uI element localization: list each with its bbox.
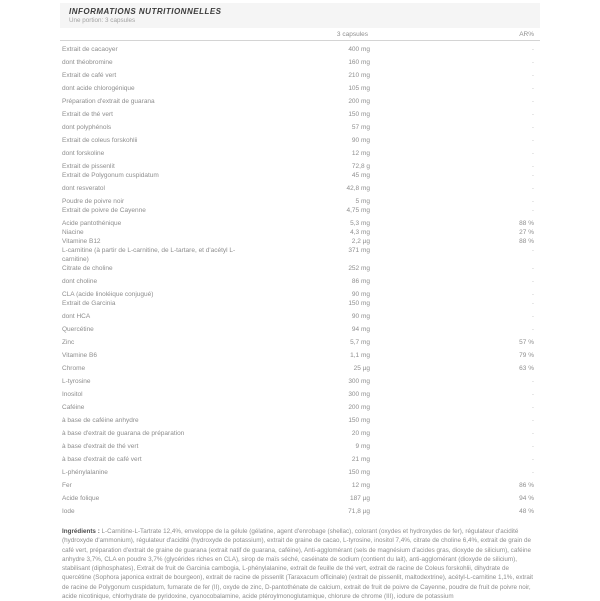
nutrient-amount: 57 mg bbox=[351, 124, 370, 131]
nutrition-content bbox=[60, 3, 540, 601]
table-row-group bbox=[60, 45, 540, 54]
nutrient-amount: 94 mg bbox=[351, 326, 370, 333]
nutrient-ar-percent: 88 % bbox=[519, 238, 534, 245]
table-row-group bbox=[60, 149, 540, 158]
table-row bbox=[60, 338, 540, 347]
nutrient-label: Extrait de coleus forskohlii bbox=[62, 137, 138, 144]
table-row bbox=[60, 97, 540, 106]
nutrient-label: Inositol bbox=[62, 391, 83, 398]
nutrient-label: Extrait de pissenlit bbox=[62, 163, 115, 170]
nutrient-ar-percent: 27 % bbox=[519, 229, 534, 236]
nutrient-label: Extrait de poivre de Cayenne bbox=[62, 207, 146, 214]
table-row bbox=[60, 299, 540, 308]
table-row bbox=[60, 219, 540, 228]
nutrient-amount: 150 mg bbox=[348, 417, 370, 424]
nutrient-ar-percent: 57 % bbox=[519, 339, 534, 346]
table-row bbox=[60, 403, 540, 412]
nutrient-amount: 300 mg bbox=[348, 378, 370, 385]
table-row bbox=[60, 162, 540, 171]
nutrient-ar-percent: - bbox=[531, 111, 534, 118]
nutrient-label: Préparation d'extrait de guarana bbox=[62, 98, 155, 105]
table-row bbox=[60, 351, 540, 360]
table-row bbox=[60, 429, 540, 438]
nutrient-label: Extrait de thé vert bbox=[62, 111, 113, 118]
nutrient-label: Vitamine B6 bbox=[62, 352, 97, 359]
table-row-group bbox=[60, 494, 540, 503]
nutrient-ar-percent: - bbox=[531, 137, 534, 144]
nutrient-label: dont forskoline bbox=[62, 150, 105, 157]
nutrient-amount: 150 mg bbox=[348, 111, 370, 118]
nutrient-ar-percent: - bbox=[531, 443, 534, 450]
nutrient-amount: 9 mg bbox=[355, 443, 370, 450]
nutrient-amount: 200 mg bbox=[348, 404, 370, 411]
table-row-group bbox=[60, 442, 540, 451]
table-row bbox=[60, 228, 540, 237]
table-column-headers bbox=[60, 28, 540, 41]
nutrient-label: Fer bbox=[62, 482, 72, 489]
ingredients-text: L-Carnitine-L-Tartrate 12,4%, enveloppe de la gélule (gélatine, agent d'enrobage (shellac), colorant (oxydes et hydroxydes de fer), régulateur d'acidité (hydroxyde d'ammonium), régulateur d'acidité (hydroxyde de potassium), extrait de graine de cacao, L-tyrosine, inositol 7,4%, citrate de choline 6,4%, extrait de grain de café vert, préparation d'extrait de graine de guarana (extrait natif de guarana, caféine), Anti-agglomérant (sels de magnésium d'acides gras, dioxyde de silicium), caféine anhydre 3,7%, CLA en poudre 3,7% (glycérides riches en CLA), sirop de maïs séché, caséinate de sodium (contient du lait), anti-agglomérant (dioxyde de silicium), stabilisant (diphosphates), Extrait de fruit de Garcinia cambogia, L-phénylalanine, extrait de feuille de thé vert, extrait de racine de Coleus forskohlii, dihydrate de quercétine (Sophora japonica extrait de bourgeon), extrait de racine de pissenlit (Taraxacum officinale) (extrait de pissenlit, maltodextrine), acétyl-L-carnitine 1,1%, extrait de racine de Polygonum cuspidatum, fumarate de fer (II), oxyde de zinc, D-pantothénate de calcium, extrait de fruit de poivre de Cayenne, poudre de fruit de poivre noir, acide nicotinique, chlorhydrate de pyridoxine, cyanocobalamine, acide ptéroylmonoglutamique, chlorure de chrome (III), iodure de potassium bbox=[62, 528, 533, 601]
nutrient-ar-percent: - bbox=[531, 469, 534, 476]
nutrient-label: Acide pantothénique bbox=[62, 220, 122, 227]
nutrient-label: dont théobromine bbox=[62, 59, 113, 66]
nutrient-label: dont HCA bbox=[62, 313, 91, 320]
nutrient-amount: 12 mg bbox=[351, 150, 370, 157]
nutrient-label: Poudre de poivre noir bbox=[62, 198, 125, 205]
table-row bbox=[60, 84, 540, 93]
nutrient-label: Zinc bbox=[62, 339, 75, 346]
nutrient-ar-percent: 79 % bbox=[519, 352, 534, 359]
nutrient-label: à base d'extrait de café vert bbox=[62, 456, 142, 463]
nutrient-amount: 12 mg bbox=[351, 482, 370, 489]
nutrient-amount: 71,8 µg bbox=[348, 508, 370, 515]
table-row bbox=[60, 45, 540, 54]
nutrient-amount: 25 µg bbox=[353, 365, 370, 372]
column-header-spacer bbox=[60, 30, 235, 39]
nutrient-label: dont choline bbox=[62, 278, 98, 285]
table-row-group bbox=[60, 123, 540, 132]
table-row-group bbox=[60, 468, 540, 477]
table-row-group bbox=[60, 481, 540, 490]
nutrient-ar-percent: - bbox=[531, 198, 534, 205]
nutrient-label: Extrait de Polygonum cuspidatum bbox=[62, 172, 159, 179]
table-row bbox=[60, 184, 540, 193]
nutrient-amount: 45 mg bbox=[351, 172, 370, 179]
nutrient-ar-percent: - bbox=[531, 300, 534, 307]
table-row-group bbox=[60, 197, 540, 215]
table-row bbox=[60, 312, 540, 321]
nutrient-label: Extrait de cacaoyer bbox=[62, 46, 118, 53]
nutrient-amount: 4,75 mg bbox=[346, 207, 370, 214]
nutrient-ar-percent: - bbox=[531, 124, 534, 131]
nutrient-amount: 4,3 mg bbox=[350, 229, 370, 236]
table-row-group bbox=[60, 429, 540, 438]
nutrient-ar-percent: - bbox=[531, 278, 534, 285]
nutrient-ar-percent: - bbox=[531, 85, 534, 92]
nutrient-amount: 150 mg bbox=[348, 469, 370, 476]
table-row bbox=[60, 206, 540, 215]
nutrient-label: à base de caféine anhydre bbox=[62, 417, 139, 424]
table-row bbox=[60, 442, 540, 451]
nutrient-amount: 86 mg bbox=[351, 278, 370, 285]
nutrient-ar-percent: - bbox=[531, 313, 534, 320]
table-row bbox=[60, 468, 540, 477]
nutrient-amount: 42,8 mg bbox=[346, 185, 370, 192]
table-row-group bbox=[60, 455, 540, 464]
nutrient-ar-percent: - bbox=[531, 72, 534, 79]
nutrient-label: Extrait de café vert bbox=[62, 72, 117, 79]
nutrient-ar-percent: - bbox=[531, 326, 534, 333]
nutrition-header-band bbox=[60, 3, 540, 28]
nutrient-label: Niacine bbox=[62, 229, 84, 236]
nutrient-ar-percent: - bbox=[531, 265, 534, 272]
table-row bbox=[60, 110, 540, 119]
table-row bbox=[60, 136, 540, 145]
table-row bbox=[60, 494, 540, 503]
nutrient-label: dont polyphénols bbox=[62, 124, 112, 131]
table-row bbox=[60, 149, 540, 158]
nutrient-ar-percent: 94 % bbox=[519, 495, 534, 502]
nutrient-amount: 90 mg bbox=[351, 137, 370, 144]
nutrient-label: dont resveratol bbox=[62, 185, 105, 192]
nutrient-label: Quercétine bbox=[62, 326, 94, 333]
table-row bbox=[60, 197, 540, 206]
table-row bbox=[60, 377, 540, 386]
nutrient-amount: 300 mg bbox=[348, 391, 370, 398]
table-row bbox=[60, 455, 540, 464]
table-row bbox=[60, 290, 540, 299]
table-row bbox=[60, 390, 540, 399]
nutrient-ar-percent: - bbox=[531, 150, 534, 157]
table-row-group bbox=[60, 377, 540, 386]
nutrient-label: CLA (acide linoléique conjugué) bbox=[62, 291, 154, 298]
nutrient-amount: 160 mg bbox=[348, 59, 370, 66]
table-row-group bbox=[60, 364, 540, 373]
nutrient-amount: 21 mg bbox=[351, 456, 370, 463]
nutrient-amount: 72,8 g bbox=[351, 163, 370, 170]
nutrient-amount: 90 mg bbox=[351, 291, 370, 298]
nutrient-amount: 200 mg bbox=[348, 98, 370, 105]
table-row-group bbox=[60, 219, 540, 273]
ingredients-paragraph bbox=[60, 527, 540, 601]
nutrient-label: Citrate de choline bbox=[62, 265, 113, 272]
nutrient-ar-percent: - bbox=[531, 163, 534, 170]
nutrient-label: L-phénylalanine bbox=[62, 469, 108, 476]
nutrient-amount: 90 mg bbox=[351, 313, 370, 320]
nutrient-ar-percent: - bbox=[531, 247, 534, 254]
table-row-group bbox=[60, 136, 540, 145]
nutrient-amount: 20 mg bbox=[351, 430, 370, 437]
table-row-group bbox=[60, 351, 540, 360]
table-row-group bbox=[60, 390, 540, 399]
nutrient-ar-percent: - bbox=[531, 378, 534, 385]
nutrient-label: Caféine bbox=[62, 404, 85, 411]
nutrient-ar-percent: 63 % bbox=[519, 365, 534, 372]
table-row-group bbox=[60, 97, 540, 106]
nutrient-label: dont acide chlorogénique bbox=[62, 85, 135, 92]
table-row-group bbox=[60, 325, 540, 334]
nutrient-ar-percent: 48 % bbox=[519, 508, 534, 515]
table-row-group bbox=[60, 71, 540, 80]
table-row-group bbox=[60, 58, 540, 67]
table-row bbox=[60, 277, 540, 286]
nutrition-table bbox=[60, 41, 540, 516]
nutrient-amount: 187 µg bbox=[349, 495, 370, 502]
ingredients-label: Ingrédients : bbox=[62, 528, 102, 535]
table-row-group bbox=[60, 290, 540, 308]
nutrient-ar-percent: - bbox=[531, 430, 534, 437]
nutrient-amount: 400 mg bbox=[348, 46, 370, 53]
nutrient-amount: 2,2 µg bbox=[351, 238, 370, 245]
nutrient-label: Vitamine B12 bbox=[62, 238, 101, 245]
nutrient-ar-percent: - bbox=[531, 172, 534, 179]
nutrient-ar-percent: 86 % bbox=[519, 482, 534, 489]
table-row-group bbox=[60, 110, 540, 119]
table-row-group bbox=[60, 416, 540, 425]
nutrient-label: à base d'extrait de guarana de préparation bbox=[62, 430, 185, 437]
table-row bbox=[60, 171, 540, 180]
table-row bbox=[60, 237, 540, 246]
nutrient-ar-percent: 88 % bbox=[519, 220, 534, 227]
nutrient-amount: 5 mg bbox=[355, 198, 370, 205]
nutrient-ar-percent: - bbox=[531, 417, 534, 424]
nutrient-amount: 5,3 mg bbox=[350, 220, 370, 227]
nutrient-ar-percent: - bbox=[531, 456, 534, 463]
nutrient-label: L-carnitine (à partir de L-carnitine, de L-tartare, et d'acétyl L-carnitine) bbox=[62, 247, 236, 263]
nutrient-label: L-tyrosine bbox=[62, 378, 91, 385]
table-row-group bbox=[60, 162, 540, 180]
table-row-group bbox=[60, 403, 540, 412]
table-row bbox=[60, 416, 540, 425]
nutrient-ar-percent: - bbox=[531, 185, 534, 192]
table-row bbox=[60, 364, 540, 373]
nutrient-amount: 150 mg bbox=[348, 300, 370, 307]
column-header-ar-percent: AR% bbox=[519, 31, 534, 38]
nutrient-ar-percent: - bbox=[531, 46, 534, 53]
nutrient-amount: 1,1 mg bbox=[350, 352, 370, 359]
nutrient-label: Acide folique bbox=[62, 495, 100, 502]
nutrient-amount: 210 mg bbox=[348, 72, 370, 79]
nutrient-ar-percent: - bbox=[531, 98, 534, 105]
nutrient-amount: 105 mg bbox=[348, 85, 370, 92]
nutrient-label: Chrome bbox=[62, 365, 86, 372]
table-row bbox=[60, 123, 540, 132]
table-row bbox=[60, 507, 540, 516]
table-row bbox=[60, 71, 540, 80]
column-header-serving: 3 capsules bbox=[336, 31, 368, 38]
table-row bbox=[60, 58, 540, 67]
table-row-group bbox=[60, 507, 540, 516]
section-title: INFORMATIONS NUTRITIONNELLES bbox=[69, 7, 222, 16]
table-row bbox=[60, 264, 540, 273]
nutrient-ar-percent: - bbox=[531, 291, 534, 298]
nutrient-amount: 5,7 mg bbox=[350, 339, 370, 346]
nutrient-label: Extrait de Garcinia bbox=[62, 300, 116, 307]
table-row bbox=[60, 246, 540, 264]
table-row-group bbox=[60, 312, 540, 321]
nutrient-ar-percent: - bbox=[531, 391, 534, 398]
nutrient-ar-percent: - bbox=[531, 59, 534, 66]
table-row bbox=[60, 325, 540, 334]
nutrient-ar-percent: - bbox=[531, 404, 534, 411]
nutrient-amount: 252 mg bbox=[348, 265, 370, 272]
table-row-group bbox=[60, 338, 540, 347]
table-row-group bbox=[60, 184, 540, 193]
serving-size-text: Une portion: 3 capsules bbox=[69, 17, 136, 24]
table-row-group bbox=[60, 277, 540, 286]
nutrient-amount: 371 mg bbox=[348, 247, 370, 254]
nutrient-ar-percent: - bbox=[531, 207, 534, 214]
table-row bbox=[60, 481, 540, 490]
table-row-group bbox=[60, 84, 540, 93]
nutrient-label: Iode bbox=[62, 508, 75, 515]
nutrient-label: à base d'extrait de thé vert bbox=[62, 443, 139, 450]
